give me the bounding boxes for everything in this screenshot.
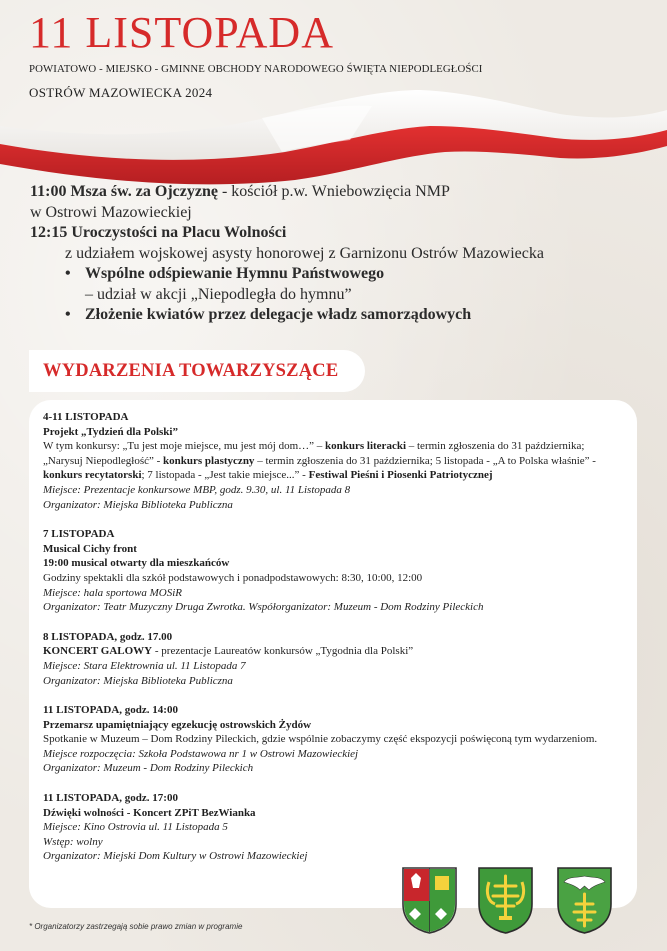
bullet-anthem <box>85 264 660 305</box>
desc-text: W tym konkursy: „Tu jest moje miejsce, mu jest mój dom…” – <box>43 440 326 453</box>
event-name: Projekt „Tydzień dla Polski” <box>43 425 178 438</box>
event-name: Musical Cichy front <box>43 542 137 555</box>
event-name: KONCERT GALOWY <box>43 645 153 658</box>
event-highlight: 19:00 musical otwarty dla mieszkańców <box>43 557 230 570</box>
bullet-flowers-title: Złożenie kwiatów przez delegacje władz samorządowych <box>85 306 472 323</box>
event-organizer: Organizator: Miejski Dom Kultury w Ostrowi Mazowieckiej <box>43 850 308 863</box>
ceremony-line <box>30 223 660 244</box>
event-place: Miejsce: hala sportowa MOSiR <box>43 586 183 599</box>
desc-highlight: konkurs plastyczny <box>163 454 255 467</box>
events-list <box>43 410 623 879</box>
event-place: Miejsce: Prezentacje konkursowe MBP, godz. 9.30, ul. 11 Listopada 8 <box>43 483 351 496</box>
bullet-anthem-title: Wspólne odśpiewanie Hymnu Państwowego <box>85 265 385 282</box>
event-organizer: Organizator: Muzeum - Dom Rodziny Pileckich <box>43 762 254 775</box>
event-item <box>43 410 623 512</box>
event-date: 7 LISTOPADA <box>43 528 115 541</box>
desc-text: – termin zgłoszenia do 31 października; „Narysuj Niepodległość” - <box>43 440 585 467</box>
bullet-flowers <box>85 305 660 326</box>
event-description <box>43 439 623 483</box>
event-description: Spotkanie w Muzeum – Dom Rodziny Pileckich, gdzie wspólnie zobaczymy część ekspozycji poświęconą tym wydarzeniom. <box>43 733 598 746</box>
bullet-anthem-detail: – udział w akcji „Niepodległa do hymnu” <box>85 285 352 303</box>
desc-text: ; 7 listopada - „Jest takie miejsce...” - <box>141 469 309 482</box>
event-item <box>43 527 623 615</box>
ceremony-title: 12:15 Uroczystości na Placu Wolności <box>30 224 287 241</box>
event-place: Miejsce: Kino Ostrovia ul. 11 Listopada 5 <box>43 821 228 834</box>
event-name: Dźwięki wolności - Koncert ZPiT BezWianka <box>43 806 256 819</box>
mass-place: - kościół p.w. Wniebowzięcia NMP <box>217 183 450 200</box>
footnote: * Organizatorzy zastrzegają sobie prawo zmian w programie <box>29 922 243 931</box>
ceremony-bullets <box>30 264 660 326</box>
commune-crest-icon <box>556 866 613 934</box>
event-date: 4-11 LISTOPADA <box>43 411 129 423</box>
event-organizer: Organizator: Teatr Muzyczny Druga Zwrotka. Współorganizator: Muzeum - Dom Rodziny Pileckich <box>43 601 484 614</box>
polish-flag-ribbon-icon <box>0 80 667 185</box>
event-description: Godziny spektakli dla szkół podstawowych i ponadpodstawowych: 8:30, 10:00, 12:00 <box>43 571 423 584</box>
event-entry: Wstęp: wolny <box>43 835 103 848</box>
event-description: - prezentacje Laureatów konkursów „Tygodnia dla Polski” <box>152 645 414 658</box>
ceremony-detail: z udziałem wojskowej asysty honorowej z Garnizonu Ostrów Mazowiecka <box>65 244 544 262</box>
desc-highlight: Festiwal Pieśni i Piosenki Patriotycznej <box>308 469 493 482</box>
event-date: 8 LISTOPADA, godz. 17.00 <box>43 630 173 643</box>
event-item <box>43 791 623 864</box>
desc-highlight: konkurs recytatorski <box>43 469 142 482</box>
event-name-line <box>43 644 623 659</box>
event-organizer: Organizator: Miejska Biblioteka Publiczna <box>43 498 233 511</box>
event-organizer: Organizator: Miejska Biblioteka Publiczna <box>43 674 233 687</box>
desc-text: – termin zgłoszenia do 31 października; 5 listopada - „A to Polska właśnie” - <box>254 454 596 467</box>
event-date: 11 LISTOPADA, godz. 14:00 <box>43 704 178 717</box>
main-program <box>30 182 660 326</box>
event-place: Miejsce: Stara Elektrownia ul. 11 Listopada 7 <box>43 659 246 672</box>
page-title: 11 LISTOPADA <box>29 8 334 57</box>
desc-highlight: konkurs literacki <box>325 440 406 453</box>
event-name: Przemarsz upamiętniający egzekucję ostrowskich Żydów <box>43 718 312 731</box>
town-crest-icon <box>477 866 534 934</box>
event-date: 11 LISTOPADA, godz. 17:00 <box>43 792 178 805</box>
section-title: WYDARZENIA TOWARZYSZĄCE <box>43 361 339 381</box>
event-item <box>43 630 623 688</box>
city-year: OSTRÓW MAZOWIECKA 2024 <box>29 85 213 100</box>
mass-place-line: w Ostrowi Mazowieckiej <box>30 203 192 221</box>
event-place: Miejsce rozpoczęcia: Szkoła Podstawowa nr 1 w Ostrowi Mazowieckiej <box>43 747 359 760</box>
mass-line <box>30 182 660 203</box>
event-item <box>43 703 623 776</box>
section-tab <box>29 350 365 392</box>
county-crest-icon <box>401 866 458 934</box>
page-subtitle: POWIATOWO - MIEJSKO - GMINNE OBCHODY NARODOWEGO ŚWIĘTA NIEPODLEGŁOŚCI <box>29 63 483 75</box>
mass-title: 11:00 Msza św. za Ojczyznę <box>30 183 218 200</box>
